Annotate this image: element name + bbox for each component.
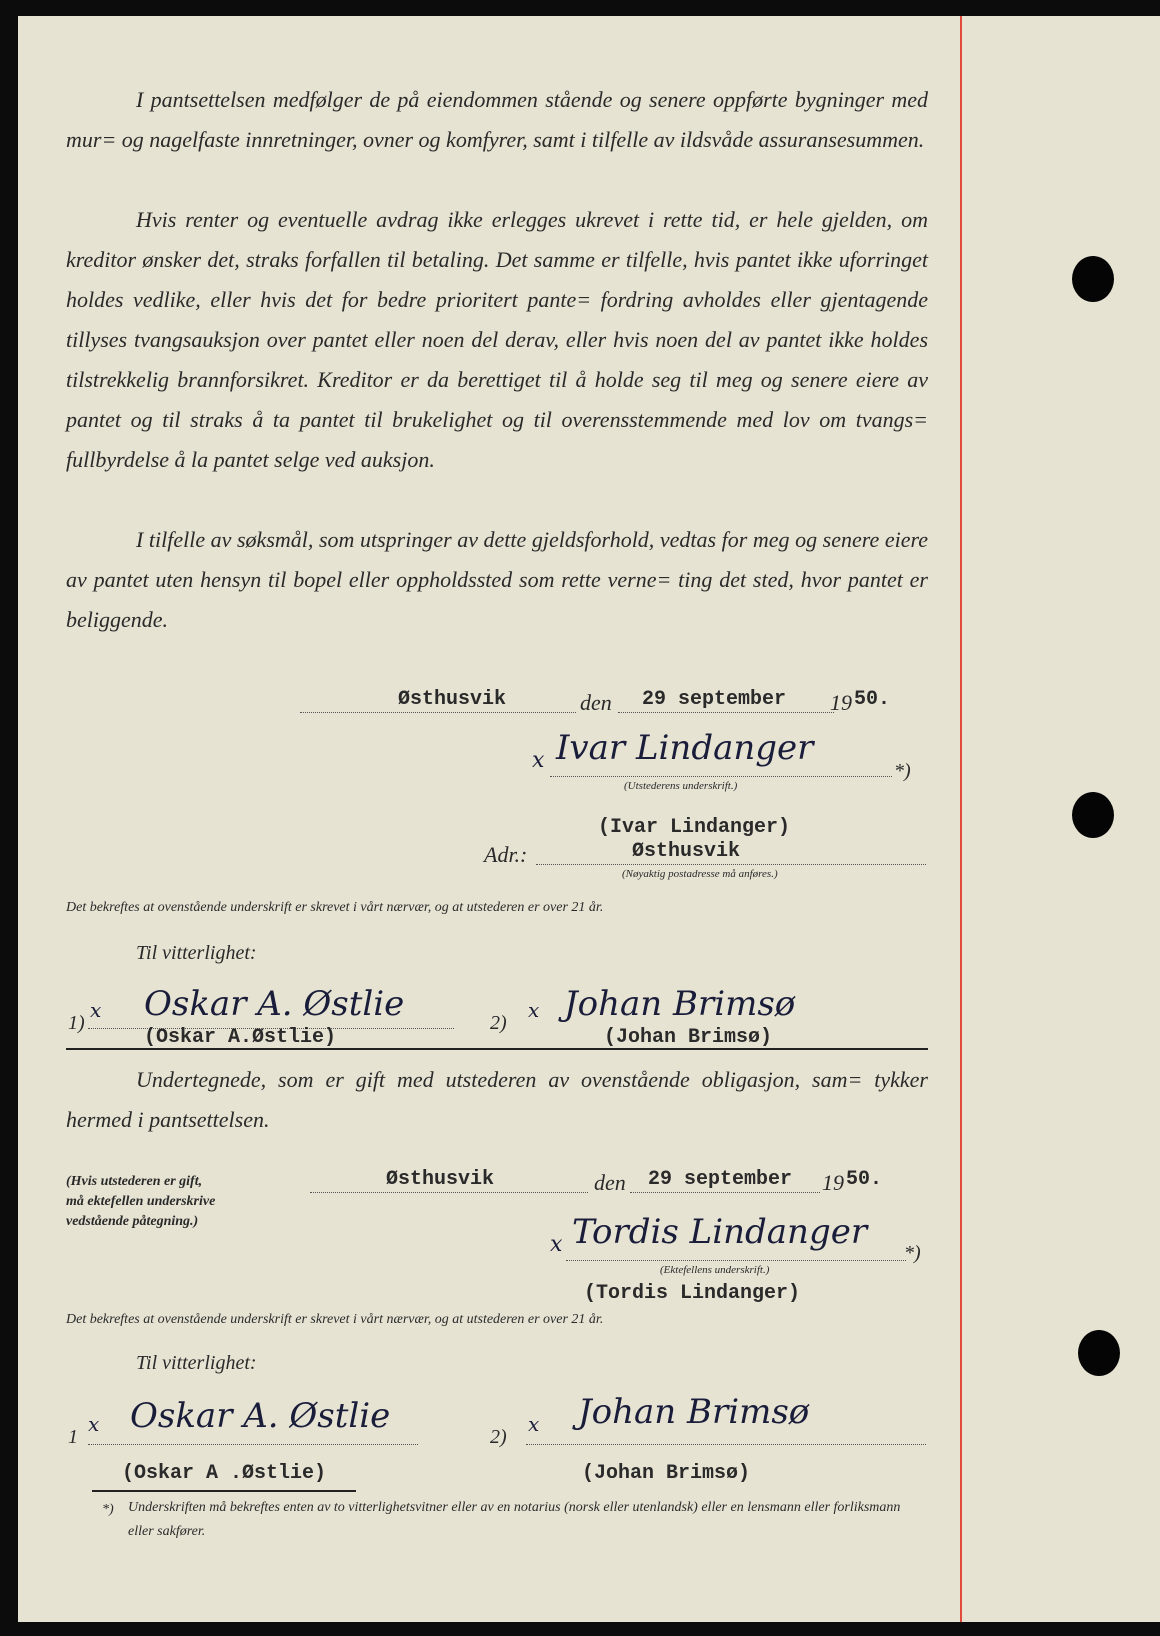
signature-line bbox=[550, 776, 892, 777]
witness-2-number: 2) bbox=[490, 1012, 507, 1034]
witness-3-line bbox=[88, 1444, 418, 1445]
spouse-note-line-1: (Hvis utstederen er gift, bbox=[66, 1174, 203, 1189]
paragraph-jurisdiction: I tilfelle av søksmål, som utspringer av dette gjeldsforhold, vedtas for meg og senere eiere av pantet uten hensyn til bopel eller oppholdssted som rette verne= ting det sted, hvor pantet er beliggende. bbox=[66, 527, 928, 632]
address-caption: (Nøyaktig postadresse må anføres.) bbox=[622, 868, 778, 880]
document-page bbox=[18, 16, 1160, 1622]
issuer-x-mark: x bbox=[532, 748, 545, 773]
footnote-mark: *) bbox=[102, 1502, 114, 1517]
issuer-signature-caption: (Utstederens underskrift.) bbox=[624, 780, 738, 792]
witness-1-name: (Oskar A.Østlie) bbox=[144, 1026, 337, 1049]
spouse-signature-line bbox=[566, 1260, 906, 1261]
witness-heading: Til vitterlighet: bbox=[136, 942, 257, 964]
spouse-year-suffix: 50. bbox=[846, 1168, 883, 1191]
spouse-place: Østhusvik bbox=[386, 1168, 495, 1191]
paragraph-default-terms: Hvis renter og eventuelle avdrag ikke erlegges ukrevet i rette tid, er hele gjelden, om kreditor ønsker det, straks forfallen til betaling. Det samme er tilfelle, hvis pantet ikke uforringet holdes vedlike, eller hvis det for bedre prioritert pante= fordring avholdes eller gjentagende tillyses tvangsauksjon over pantet eller noen del derav, eller hvis noen del av pantet ikke holdes tilstrekkelig brannforsikret. Kreditor er da berettiget til å holde seg til meg og senere eiere av pantet og til straks å ta pantet til brukelighet og til overensstemmende med lov om tvangs= fullbyrdelse å la pantet selge ved auksjon. bbox=[66, 207, 928, 472]
spouse-date-line bbox=[630, 1192, 820, 1193]
date-line bbox=[618, 712, 834, 713]
witness-2-x-mark: x bbox=[528, 998, 540, 1022]
witness-1-signature: Oskar A. Østlie bbox=[144, 984, 405, 1024]
place-line bbox=[300, 712, 576, 713]
punch-hole-top bbox=[1072, 256, 1114, 302]
section-divider bbox=[66, 1048, 928, 1050]
issuer-address: Østhusvik bbox=[632, 840, 741, 863]
paragraph-inclusions: I pantsettelsen medfølger de på eiendommen stående og senere oppførte bygninger med mur= og nagelfaste innretninger, ovner og komfyrer, samt i tilfelle av ildsvåde assuransesummen. bbox=[66, 87, 928, 152]
punch-hole-bottom bbox=[1078, 1330, 1120, 1376]
confirmation-text: Det bekreftes at ovenstående underskrift er skrevet i vårt nærvær, og at utstederen er over 21 år. bbox=[66, 900, 604, 915]
witness-4-x-mark: x bbox=[528, 1412, 540, 1436]
witness-1-x-mark: x bbox=[90, 998, 102, 1022]
punch-hole-middle bbox=[1072, 792, 1114, 838]
issuer-year-prefix: 19 bbox=[830, 690, 852, 715]
issuer-den-label: den bbox=[580, 690, 612, 715]
witness-3-signature: Oskar A. Østlie bbox=[130, 1396, 391, 1436]
spouse-signature: Tordis Lindanger bbox=[572, 1212, 868, 1252]
spouse-note-line-3: vedstående påtegning.) bbox=[66, 1214, 199, 1229]
witness-4-number: 2) bbox=[490, 1426, 507, 1448]
address-line bbox=[536, 864, 926, 865]
issuer-year-suffix: 50. bbox=[854, 688, 891, 711]
spouse-den-label: den bbox=[594, 1170, 626, 1195]
spouse-note bbox=[66, 1172, 215, 1232]
spouse-x-mark: x bbox=[550, 1232, 563, 1257]
address-label: Adr.: bbox=[484, 842, 528, 867]
spouse-date: 29 september bbox=[648, 1168, 793, 1191]
issuer-date: 29 september bbox=[642, 688, 787, 711]
footnote-text: Underskriften må bekreftes enten av to vitterlighetsvitner eller av en notarius (norsk eller utenlandsk) eller en lensmann eller forliksmann eller sakfører. bbox=[128, 1500, 901, 1539]
confirmation-text-2: Det bekreftes at ovenstående underskrift er skrevet i vårt nærvær, og at utstederen er over 21 år. bbox=[66, 1312, 604, 1327]
witness-2-signature: Johan Brimsø bbox=[564, 984, 796, 1024]
witness-3-x-mark: x bbox=[88, 1412, 100, 1436]
red-margin-line bbox=[960, 16, 962, 1622]
witness-3-underline bbox=[92, 1490, 356, 1492]
witness-4-line bbox=[526, 1444, 926, 1445]
issuer-place: Østhusvik bbox=[398, 688, 507, 711]
spouse-printed-name: (Tordis Lindanger) bbox=[584, 1282, 801, 1305]
spouse-place-line bbox=[310, 1192, 588, 1193]
spouse-signature-caption: (Ektefellens underskrift.) bbox=[660, 1264, 770, 1276]
witness-4-name: (Johan Brimsø) bbox=[582, 1462, 751, 1485]
witness-3-name: (Oskar A .Østlie) bbox=[122, 1462, 327, 1485]
witness-1-number: 1) bbox=[68, 1012, 85, 1034]
issuer-footnote-mark: *) bbox=[894, 760, 911, 782]
issuer-signature: Ivar Lindanger bbox=[556, 728, 814, 768]
spouse-year-prefix: 19 bbox=[822, 1170, 844, 1195]
witness-4-signature: Johan Brimsø bbox=[578, 1392, 810, 1432]
spouse-footnote-mark: *) bbox=[904, 1242, 921, 1264]
spouse-note-line-2: må ektefellen underskrive bbox=[66, 1194, 216, 1209]
spouse-consent-text: Undertegnede, som er gift med utstederen av ovenstående obligasjon, sam= tykker hermed i pantsettelsen. bbox=[66, 1067, 928, 1132]
issuer-printed-name: (Ivar Lindanger) bbox=[598, 816, 791, 839]
witness-3-number: 1 bbox=[68, 1426, 78, 1448]
witness-heading-2: Til vitterlighet: bbox=[136, 1352, 257, 1374]
witness-2-name: (Johan Brimsø) bbox=[604, 1026, 773, 1049]
